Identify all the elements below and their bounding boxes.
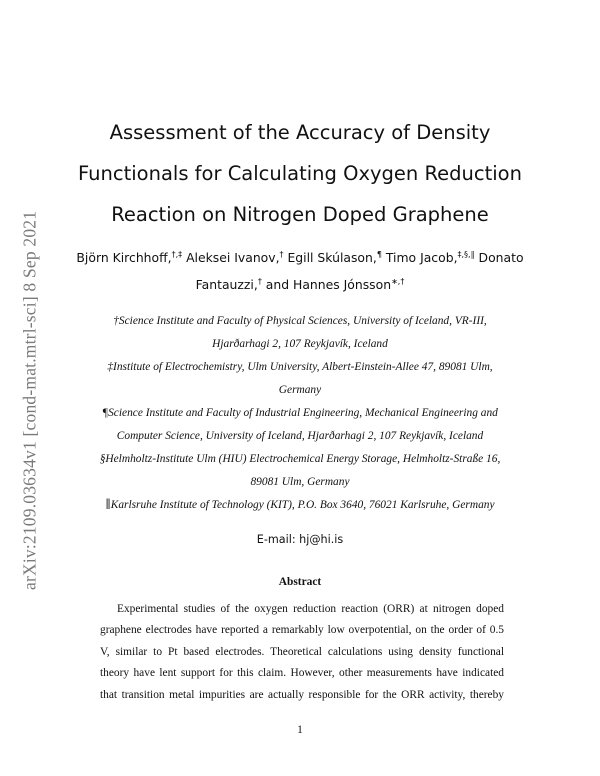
arxiv-identifier: arXiv:2109.03634v1 [cond-mat.mtrl-sci] 8 Sep 2021 — [19, 210, 40, 590]
abstract-line: V, similar to Pt based electrodes. Theoretical calculations using density functional — [100, 645, 504, 658]
abstract-line: graphene electrodes have reported a remarkably low overpotential, on the order of 0.5 — [100, 624, 504, 637]
abstract-body — [100, 599, 504, 706]
affiliation-line: †Science Institute and Faculty of Physical Sciences, University of Iceland, VR-III, — [113, 315, 487, 327]
author-list — [60, 244, 540, 298]
author-line — [60, 271, 540, 298]
author-line — [60, 244, 540, 271]
abstract-line: theory have lent support for this claim. However, other measurements have indicated — [100, 667, 504, 680]
affiliation-line: Computer Science, University of Iceland, Hjarðarhagi 2, 107 Reykjavík, Iceland — [116, 430, 484, 442]
author-name: Donato — [474, 250, 524, 265]
affiliation-line: ¶Science Institute and Faculty of Industrial Engineering, Mechanical Engineering and — [102, 407, 498, 419]
page-number: 1 — [297, 724, 303, 736]
author-name: Fantauzzi, — [195, 277, 258, 292]
paper-title — [60, 112, 540, 235]
affiliation-line: Hjarðarhagi 2, 107 Reykjavík, Iceland — [212, 338, 388, 350]
affiliation-line: ∥Karlsruhe Institute of Technology (KIT), P.O. Box 3640, 76021 Karlsruhe, Germany — [105, 499, 495, 511]
abstract-heading: Abstract — [278, 576, 322, 588]
affiliation-line: ‡Institute of Electrochemistry, Ulm University, Albert-Einstein-Allee 47, 89081 Ulm, — [107, 361, 493, 373]
contact-email: E-mail: hj@hi.is — [256, 533, 344, 546]
author-name: Aleksei Ivanov, — [182, 250, 280, 265]
affiliation-mark: ‡,§,∥ — [457, 249, 475, 259]
affiliation-mark: † — [257, 276, 262, 286]
author-name: Timo Jacob, — [381, 250, 458, 265]
affiliation-line: §Helmholtz-Institute Ulm (HIU) Electrochemical Energy Storage, Helmholtz-Straße 16, — [99, 453, 501, 465]
title-line: Assessment of the Accuracy of Density — [109, 121, 491, 144]
affiliation-list — [80, 310, 520, 517]
author-name: and Hannes Jónsson — [261, 277, 392, 292]
affiliation-mark: † — [279, 249, 284, 259]
affiliation-mark: ¶ — [376, 249, 382, 259]
affiliation-line: 89081 Ulm, Germany — [250, 476, 350, 488]
affiliation-line: Germany — [278, 384, 322, 396]
affiliation-mark: †,‡ — [171, 249, 183, 259]
author-name: Egill Skúlason, — [283, 250, 377, 265]
title-line: Functionals for Calculating Oxygen Reduction — [78, 162, 522, 185]
title-line: Reaction on Nitrogen Doped Graphene — [111, 203, 489, 226]
affiliation-mark: ∗,† — [391, 276, 405, 286]
author-name: Björn Kirchhoff, — [76, 250, 172, 265]
abstract-line: that transition metal impurities are actually responsible for the ORR activity, thereby — [100, 688, 504, 701]
abstract-line: Experimental studies of the oxygen reduction reaction (ORR) at nitrogen doped — [117, 603, 504, 615]
